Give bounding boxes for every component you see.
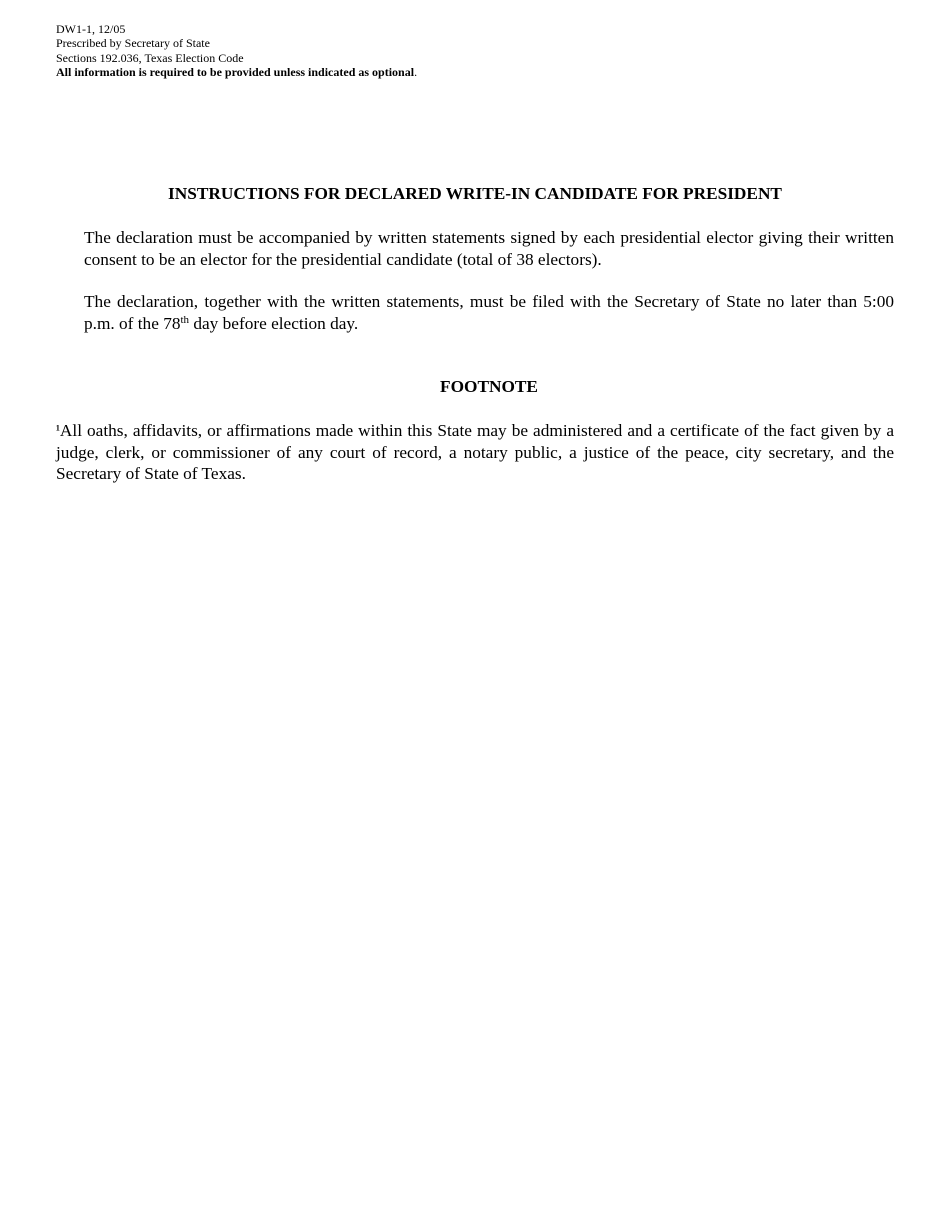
code-sections: Sections 192.036, Texas Election Code	[56, 50, 244, 65]
footnote-text: All oaths, affidavits, or affirmations made within this State may be administered and a certificate of the fact given by a judge, clerk, or commissioner of any court of record, a notary public, a justice of the peace, city secretary, and the Secretary of State of Texas.	[56, 421, 894, 483]
required-notice-text: All information is required to be provided unless indicated as optional	[56, 64, 415, 79]
footnote-marker: ¹	[56, 422, 60, 437]
footnote-heading: FOOTNOTE	[440, 377, 538, 396]
paragraph-2-main: The declaration, together with the written statements, must be filed with the Secretary of State no later than 5:00 p.m. of the 78	[84, 292, 894, 333]
footnote-body	[56, 419, 894, 485]
instructions-paragraph-1: The declaration must be accompanied by written statements signed by each presidential elector giving their written consent to be an elector for the presidential candidate (total of 38 electors).	[84, 228, 894, 269]
form-id: DW1-1, 12/05	[56, 22, 126, 36]
instructions-title: INSTRUCTIONS FOR DECLARED WRITE-IN CANDIDATE FOR PRESIDENT	[168, 184, 782, 203]
required-notice	[56, 65, 417, 79]
prescribed-by: Prescribed by Secretary of State	[56, 36, 210, 51]
required-notice-period: .	[414, 64, 418, 79]
paragraph-2-end: day before election day.	[189, 313, 359, 333]
ordinal-suffix: th	[180, 313, 190, 326]
form-header	[56, 22, 417, 79]
instructions-paragraph-2	[84, 291, 894, 334]
